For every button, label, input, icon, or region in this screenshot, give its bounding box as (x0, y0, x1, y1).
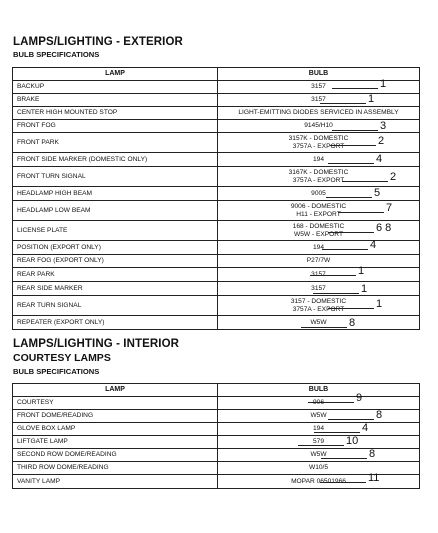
callout-number: 6 8 (376, 222, 392, 234)
bulb-spec: 3757A - EXPORT (292, 176, 345, 184)
table-row (13, 316, 420, 330)
callout-leader-line (342, 181, 388, 182)
bulb-cell (218, 94, 420, 107)
bulb-cell (218, 133, 420, 153)
exterior-title: LAMPS/LIGHTING - EXTERIOR (13, 36, 183, 48)
bulb-cell (218, 392, 420, 410)
bulb-spec: 579 (312, 438, 324, 446)
interior-subtitle: BULB SPECIFICATIONS (13, 367, 100, 376)
table-row (13, 462, 420, 475)
bulb-spec: W5W - EXPORT (294, 230, 343, 238)
lamp-name: THIRD ROW DOME/READING (13, 462, 218, 475)
lamp-name: BRAKE (13, 94, 218, 107)
callout-number: 4 (362, 422, 369, 434)
callout-number: 11 (368, 472, 380, 484)
table-row (13, 201, 420, 221)
table-row (13, 81, 420, 94)
callout-number: 5 (374, 187, 381, 199)
lamp-name: COURTESY (13, 397, 218, 410)
lamp-name: REAR TURN SIGNAL (13, 296, 218, 316)
table-row (13, 221, 420, 241)
lamp-name: GLOVE BOX LAMP (13, 423, 218, 436)
callout-leader-line (330, 145, 376, 146)
callout-leader-line (313, 293, 359, 294)
lamp-name: FRONT TURN SIGNAL (13, 167, 218, 187)
callout-number: 2 (378, 135, 385, 147)
table-row (13, 133, 420, 153)
bulb-cell (218, 472, 420, 489)
table-row (13, 94, 420, 107)
bulb-cell (218, 241, 420, 255)
callout-leader-line (328, 232, 374, 233)
callout-number: 4 (370, 239, 377, 251)
bulb-spec: LIGHT-EMITTING DIODES SERVICED IN ASSEMBLY (238, 109, 399, 117)
callout-number: 1 (376, 298, 383, 310)
table-row (13, 475, 420, 489)
table-row (13, 107, 420, 120)
table-row (13, 449, 420, 462)
table-row (13, 397, 420, 410)
bulb-spec: 9005 (311, 189, 326, 197)
table-row (13, 187, 420, 201)
table-row (13, 241, 420, 255)
lamp-name: BACKUP (13, 81, 218, 94)
courtesy-lamps-heading: COURTESY LAMPS (13, 352, 111, 364)
bulb-cell (218, 316, 420, 330)
table-row (13, 153, 420, 167)
lamp-name: SECOND ROW DOME/READING (13, 449, 218, 462)
lamp-name: HEADLAMP HIGH BEAM (13, 187, 218, 201)
lamp-column-header: LAMP (13, 68, 218, 81)
bulb-cell (218, 436, 420, 449)
lamp-name: FRONT DOME/READING (13, 410, 218, 423)
bulb-cell (218, 187, 420, 201)
callout-leader-line (328, 308, 374, 309)
bulb-cell (218, 167, 420, 187)
bulb-spec: 194 (312, 155, 324, 163)
bulb-cell (218, 78, 420, 94)
bulb-cell (218, 201, 420, 221)
callout-leader-line (320, 103, 366, 104)
bulb-cell (218, 265, 420, 282)
lamp-name: VANITY LAMP (13, 475, 218, 489)
exterior-subtitle: BULB SPECIFICATIONS (13, 50, 100, 59)
table-row (13, 410, 420, 423)
callout-number: 8 (369, 448, 376, 460)
bulb-spec: 9145/H10 (304, 122, 333, 130)
lamp-name: HEADLAMP LOW BEAM (13, 201, 218, 221)
bulb-cell (218, 153, 420, 167)
lamp-name: REAR FOG (EXPORT ONLY) (13, 255, 218, 268)
callout-leader-line (298, 445, 344, 446)
callout-number: 7 (386, 202, 393, 214)
bulb-column-header: BULB (218, 384, 420, 397)
bulb-spec: 3157 (311, 96, 326, 104)
bulb-cell (218, 107, 420, 120)
bulb-spec: 194 (312, 243, 324, 251)
bulb-spec: 3757A - EXPORT (292, 142, 345, 150)
callout-number: 1 (358, 265, 365, 277)
bulb-spec: 3157 - DOMESTIC (290, 298, 347, 306)
lamp-name: FRONT SIDE MARKER (DOMESTIC ONLY) (13, 153, 218, 167)
callout-leader-line (301, 327, 347, 328)
bulb-spec: 194 (312, 425, 324, 433)
table-row (13, 282, 420, 296)
bulb-spec: W5W (310, 318, 327, 326)
callout-number: 8 (376, 409, 383, 421)
interior-bulb-table (12, 383, 420, 489)
bulb-spec: MOPAR 06501966 (291, 477, 346, 485)
table-row (13, 268, 420, 282)
bulb-spec: 3157K - DOMESTIC (288, 135, 349, 143)
bulb-spec: W5W (310, 412, 327, 420)
table-row (13, 120, 420, 133)
bulb-cell (218, 120, 420, 133)
bulb-spec: 3757A - EXPORT (292, 305, 345, 313)
bulb-cell (218, 296, 420, 316)
callout-number: 1 (361, 283, 368, 295)
bulb-spec: 3167K - DOMESTIC (288, 169, 349, 177)
callout-leader-line (321, 458, 367, 459)
lamp-name: FRONT FOG (13, 120, 218, 133)
lamp-name: REAR PARK (13, 268, 218, 282)
table-row (13, 167, 420, 187)
bulb-spec: 3157 (311, 83, 326, 91)
table-row (13, 423, 420, 436)
bulb-spec: P27/7W (306, 257, 331, 265)
interior-title: LAMPS/LIGHTING - INTERIOR (13, 338, 180, 350)
bulb-cell (218, 423, 420, 436)
callout-number: 8 (349, 317, 356, 329)
callout-number: 1 (380, 78, 387, 90)
lamp-name: CENTER HIGH MOUNTED STOP (13, 107, 218, 120)
callout-leader-line (338, 212, 384, 213)
bulb-cell (218, 255, 420, 268)
lamp-name: REAR SIDE MARKER (13, 282, 218, 296)
lamp-name: LICENSE PLATE (13, 221, 218, 241)
callout-number: 10 (346, 435, 359, 447)
bulb-spec: 3157 (311, 284, 326, 292)
callout-leader-line (332, 130, 378, 131)
table-row (13, 436, 420, 449)
bulb-spec: 168 - DOMESTIC (292, 223, 345, 231)
lamp-name: LIFTGATE LAMP (13, 436, 218, 449)
callout-leader-line (332, 88, 378, 89)
callout-leader-line (310, 275, 356, 276)
bulb-spec: W10/5 (308, 464, 329, 472)
callout-number: 9 (356, 392, 363, 404)
bulb-column-header: BULB (218, 68, 420, 81)
callout-leader-line (326, 197, 372, 198)
bulb-cell (218, 282, 420, 296)
lamp-column-header: LAMP (13, 384, 218, 397)
bulb-spec: 906 (312, 399, 324, 407)
callout-number: 1 (368, 93, 375, 105)
bulb-cell (218, 410, 420, 423)
callout-leader-line (328, 419, 374, 420)
table-row (13, 296, 420, 316)
bulb-cell (218, 221, 420, 241)
callout-leader-line (308, 402, 354, 403)
callout-leader-line (328, 163, 374, 164)
bulb-spec: 3157 (311, 270, 326, 278)
callout-number: 4 (376, 153, 383, 165)
callout-number: 2 (390, 171, 397, 183)
bulb-spec: W5W (310, 451, 327, 459)
callout-leader-line (314, 432, 360, 433)
lamp-name: POSITION (EXPORT ONLY) (13, 241, 218, 255)
callout-leader-line (320, 482, 366, 483)
lamp-name: FRONT PARK (13, 133, 218, 153)
bulb-cell (218, 462, 420, 475)
lamp-name: REPEATER (EXPORT ONLY) (13, 316, 218, 330)
bulb-cell (218, 449, 420, 462)
callout-leader-line (322, 249, 368, 250)
callout-number: 3 (380, 120, 387, 132)
bulb-spec: 9006 - DOMESTIC (290, 203, 347, 211)
exterior-bulb-table (12, 67, 420, 330)
bulb-spec: H11 - EXPORT (296, 210, 341, 218)
